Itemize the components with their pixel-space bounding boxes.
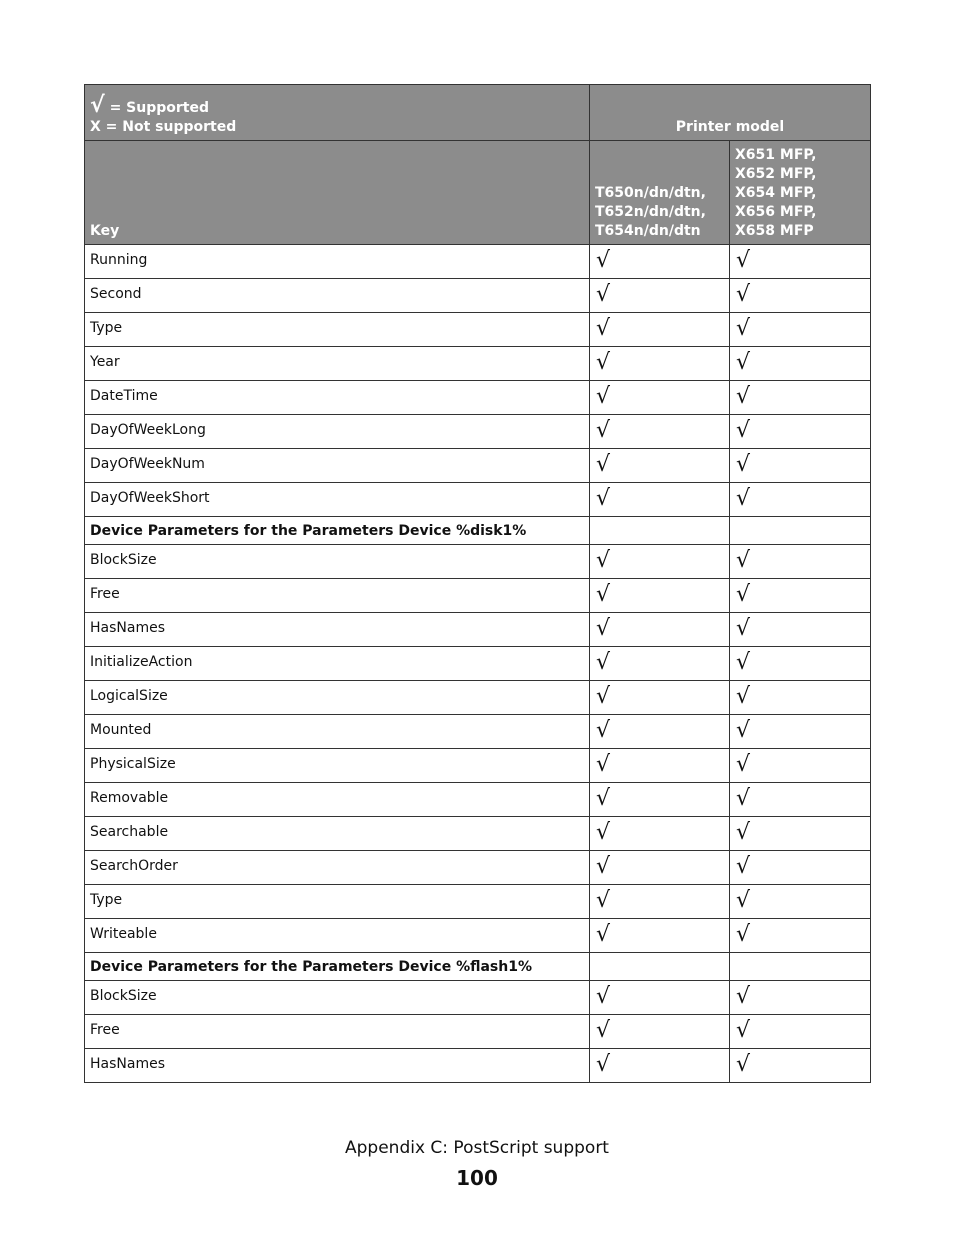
model2-cell: [730, 545, 871, 579]
table-row: [85, 647, 871, 681]
checkmark-icon: √: [736, 582, 751, 607]
checkmark-icon: √: [736, 718, 751, 743]
model1-cell: [590, 545, 730, 579]
checkmark-icon: √: [596, 350, 611, 375]
table-row: [85, 279, 871, 313]
key-header: Key: [85, 141, 590, 245]
table-row: [85, 681, 871, 715]
key-cell: Year: [85, 347, 590, 381]
table-row: [85, 545, 871, 579]
checkmark-icon: √: [596, 582, 611, 607]
checkmark-icon: √: [596, 248, 611, 273]
model1-cell: [590, 953, 730, 981]
model1-cell: [590, 1049, 730, 1083]
checkmark-icon: √: [596, 922, 611, 947]
model2-cell: [730, 953, 871, 981]
model2-cell: [730, 245, 871, 279]
model2-cell: [730, 817, 871, 851]
model1-cell: [590, 449, 730, 483]
model2-cell: [730, 919, 871, 953]
checkmark-icon: √: [596, 282, 611, 307]
model2-cell: [730, 483, 871, 517]
checkmark-icon: √: [596, 616, 611, 641]
checkmark-icon: √: [596, 888, 611, 913]
checkmark-icon: √: [736, 854, 751, 879]
section-row: [85, 953, 871, 981]
table-row: [85, 613, 871, 647]
checkmark-icon: √: [596, 684, 611, 709]
checkmark-icon: √: [596, 650, 611, 675]
model2-cell: [730, 851, 871, 885]
model2-cell: [730, 347, 871, 381]
table-row: [85, 1049, 871, 1083]
key-cell: SearchOrder: [85, 851, 590, 885]
table-row: [85, 749, 871, 783]
legend-not-supported: X = Not supported: [90, 119, 237, 135]
checkmark-icon: √: [596, 1018, 611, 1043]
model2-cell: [730, 517, 871, 545]
checkmark-icon: √: [596, 854, 611, 879]
model2-cell: [730, 279, 871, 313]
footer-title: Appendix C: PostScript support: [345, 1138, 609, 1158]
page-number: 100: [456, 1166, 498, 1190]
key-cell: Type: [85, 313, 590, 347]
model1-cell: [590, 415, 730, 449]
checkmark-icon: √: [736, 248, 751, 273]
key-cell: Second: [85, 279, 590, 313]
checkmark-icon: √: [736, 486, 751, 511]
model1-cell: [590, 885, 730, 919]
checkmark-icon: √: [596, 486, 611, 511]
model2-cell: [730, 681, 871, 715]
checkmark-icon: √: [736, 452, 751, 477]
checkmark-icon: √: [736, 616, 751, 641]
key-cell: DayOfWeekShort: [85, 483, 590, 517]
key-cell: BlockSize: [85, 545, 590, 579]
model1-cell: [590, 919, 730, 953]
checkmark-icon: √: [736, 888, 751, 913]
model2-cell: [730, 381, 871, 415]
model2-cell: [730, 749, 871, 783]
key-cell: Running: [85, 245, 590, 279]
key-cell: Removable: [85, 783, 590, 817]
model1-cell: [590, 313, 730, 347]
key-cell: Free: [85, 1015, 590, 1049]
table-row: [85, 449, 871, 483]
model1-cell: [590, 347, 730, 381]
key-cell: Mounted: [85, 715, 590, 749]
table-row: [85, 1015, 871, 1049]
model2-cell: [730, 647, 871, 681]
model1-cell: [590, 681, 730, 715]
key-cell: DateTime: [85, 381, 590, 415]
model1-cell: [590, 715, 730, 749]
model1-cell: [590, 381, 730, 415]
checkmark-icon: √: [736, 752, 751, 777]
model1-cell: [590, 245, 730, 279]
model1-cell: [590, 1015, 730, 1049]
section-title: Device Parameters for the Parameters Device %flash1%: [85, 953, 590, 981]
table-row: [85, 981, 871, 1015]
model1-cell: [590, 817, 730, 851]
table-row: [85, 579, 871, 613]
checkmark-icon: √: [736, 418, 751, 443]
checkmark-icon: √: [596, 984, 611, 1009]
key-cell: DayOfWeekNum: [85, 449, 590, 483]
checkmark-icon: √: [596, 452, 611, 477]
model1-cell: [590, 851, 730, 885]
key-cell: Searchable: [85, 817, 590, 851]
model1-cell: [590, 749, 730, 783]
model2-cell: [730, 579, 871, 613]
model2-cell: [730, 981, 871, 1015]
key-cell: Free: [85, 579, 590, 613]
checkmark-icon: √: [736, 650, 751, 675]
table-row: [85, 715, 871, 749]
table-body: [85, 245, 871, 1083]
model1-cell: [590, 279, 730, 313]
model2-cell: [730, 885, 871, 919]
checkmark-icon: √: [736, 922, 751, 947]
checkmark-icon: √: [596, 752, 611, 777]
table-row: [85, 313, 871, 347]
checkmark-icon: √: [736, 684, 751, 709]
model1-cell: [590, 783, 730, 817]
model2-header: X651 MFP, X652 MFP, X654 MFP, X656 MFP, X658 MFP: [730, 141, 871, 245]
model2-cell: [730, 715, 871, 749]
model1-cell: [590, 647, 730, 681]
checkmark-icon: √: [596, 820, 611, 845]
checkmark-icon: √: [596, 548, 611, 573]
table-row: [85, 347, 871, 381]
checkmark-icon: √: [736, 350, 751, 375]
table-row: [85, 783, 871, 817]
model1-cell: [590, 981, 730, 1015]
checkmark-icon: √: [736, 316, 751, 341]
model2-cell: [730, 613, 871, 647]
checkmark-icon: √: [596, 418, 611, 443]
model1-cell: [590, 517, 730, 545]
section-row: [85, 517, 871, 545]
checkmark-icon: √: [736, 820, 751, 845]
checkmark-icon: √: [596, 316, 611, 341]
model2-cell: [730, 783, 871, 817]
key-cell: LogicalSize: [85, 681, 590, 715]
checkmark-icon: √: [596, 384, 611, 409]
legend-cell: [85, 85, 590, 141]
checkmark-icon: √: [736, 984, 751, 1009]
model1-header: T650n/dn/dtn, T652n/dn/dtn, T654n/dn/dtn: [590, 141, 730, 245]
table-row: [85, 381, 871, 415]
key-cell: Type: [85, 885, 590, 919]
key-cell: PhysicalSize: [85, 749, 590, 783]
model2-cell: [730, 1015, 871, 1049]
key-cell: BlockSize: [85, 981, 590, 1015]
table-row: [85, 817, 871, 851]
table-row: [85, 851, 871, 885]
model2-cell: [730, 1049, 871, 1083]
postscript-support-table: [84, 84, 871, 1083]
checkmark-icon: √: [736, 548, 751, 573]
checkmark-icon: √: [736, 1018, 751, 1043]
section-title: Device Parameters for the Parameters Device %disk1%: [85, 517, 590, 545]
model1-cell: [590, 613, 730, 647]
table-row: [85, 245, 871, 279]
model1-cell: [590, 483, 730, 517]
table-row: [85, 919, 871, 953]
checkmark-icon: √: [736, 1052, 751, 1077]
printer-model-header: Printer model: [590, 85, 871, 141]
model2-cell: [730, 313, 871, 347]
model1-cell: [590, 579, 730, 613]
key-cell: InitializeAction: [85, 647, 590, 681]
model2-cell: [730, 449, 871, 483]
checkmark-icon: √: [596, 786, 611, 811]
checkmark-icon: √: [90, 93, 105, 118]
table-row: [85, 885, 871, 919]
checkmark-icon: √: [736, 786, 751, 811]
checkmark-icon: √: [596, 718, 611, 743]
table-row: [85, 415, 871, 449]
key-cell: HasNames: [85, 613, 590, 647]
key-cell: DayOfWeekLong: [85, 415, 590, 449]
key-cell: HasNames: [85, 1049, 590, 1083]
checkmark-icon: √: [736, 384, 751, 409]
checkmark-icon: √: [736, 282, 751, 307]
checkmark-icon: √: [596, 1052, 611, 1077]
table-row: [85, 483, 871, 517]
key-cell: Writeable: [85, 919, 590, 953]
model2-cell: [730, 415, 871, 449]
legend-supported: = Supported: [109, 100, 209, 116]
